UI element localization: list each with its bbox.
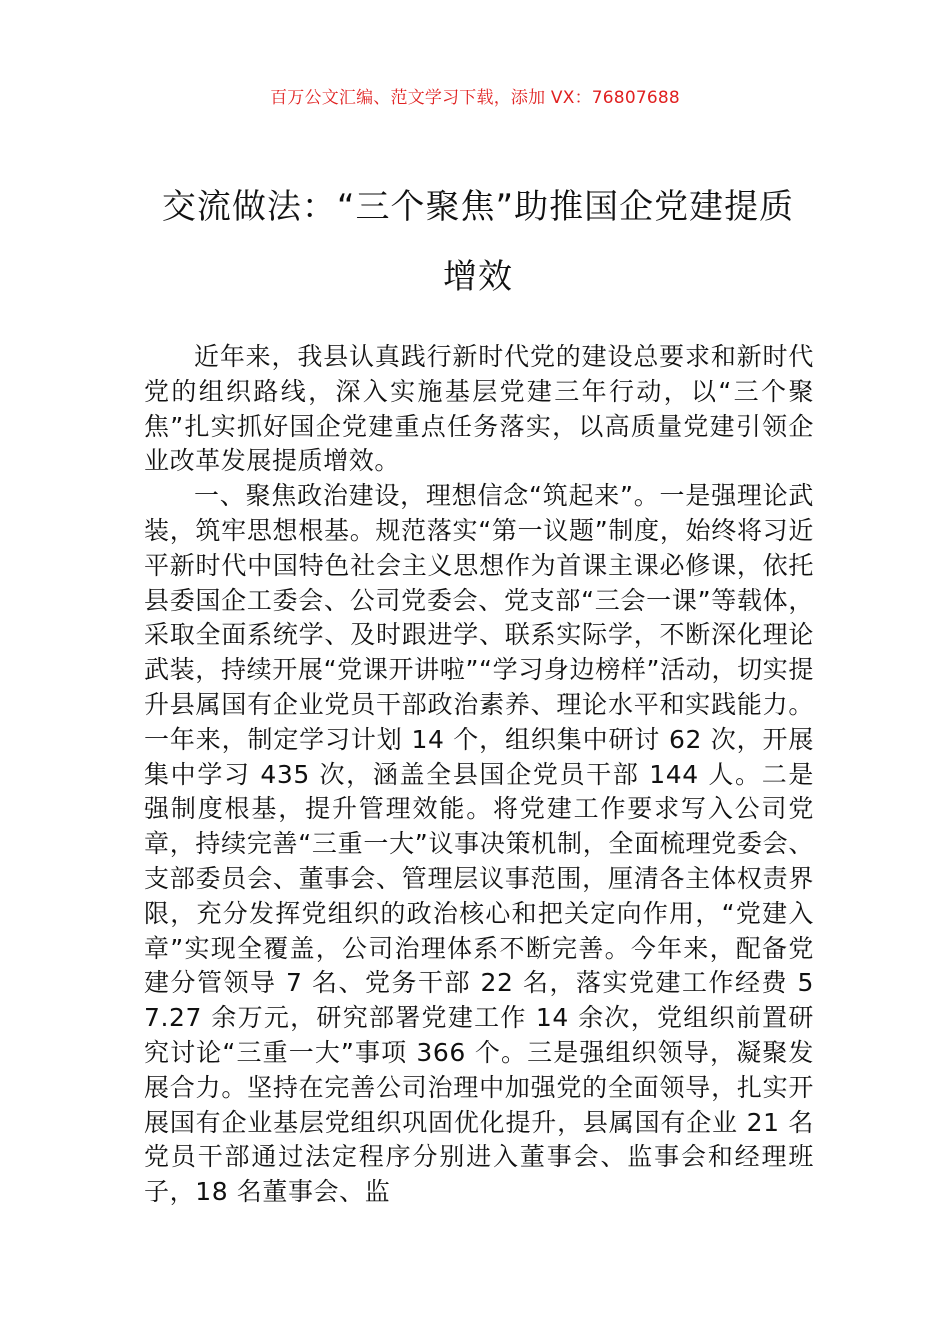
paragraph-intro: 近年来，我县认真践行新时代党的建设总要求和新时代党的组织路线，深入实施基层党建三年行动，以“三个聚焦”扎实抓好国企党建重点任务落实，以高质量党建引领企业改革发展提质增效。 [144, 342, 814, 476]
paragraph-section-one: 一、聚焦政治建设，理想信念“筑起来”。一是强理论武装，筑牢思想根基。规范落实“第一议题”制度，始终将习近平新时代中国特色社会主义思想作为首课主课必修课，依托县委国企工委会、公司党委会、党支部“三会一课”等载体，采取全面系统学、及时跟进学、联系实际学，不断深化理论武装，持续开展“党课开讲啦”“学习身边榜样”活动，切实提升县属国有企业党员干部政治素养、理论水平和实践能力。一年来，制定学习计划 14 个，组织集中研讨 62 次，开展集中学习 435 次，涵盖全县国企党员干部 144 人。二是强制度根基，提升管理效能。将党建工作要求写入公司党章，持续完善“三重一大”议事决策机制，全面梳理党委会、支部委员会、董事会、管理层议事范围，厘清各主体权责界限，充分发挥党组织的政治核心和把关定向作用，“党建入章”实现全覆盖，公司治理体系不断完善。今年来，配备党建分管领导 7 名、党务干部 22 名，落实党建工作经费 57.27 余万元，研究部署党建工作 14 余次，党组织前置研究讨论“三重一大”事项 366 个。三是强组织领导，凝聚发展合力。坚持在完善公司治理中加强党的全面领导，扎实开展国有企业基层党组织巩固优化提升，县属国有企业 21 名党员干部通过法定程序分别进入董事会、监事会和经理班子，18 名董事会、监 [144, 481, 814, 1207]
document-body [144, 340, 814, 1210]
header-banner: 百万公文汇编、范文学习下载，添加 VX：76807688 [270, 88, 680, 108]
document-title: 交流做法：“三个聚焦”助推国企党建提质增效 [161, 187, 795, 297]
